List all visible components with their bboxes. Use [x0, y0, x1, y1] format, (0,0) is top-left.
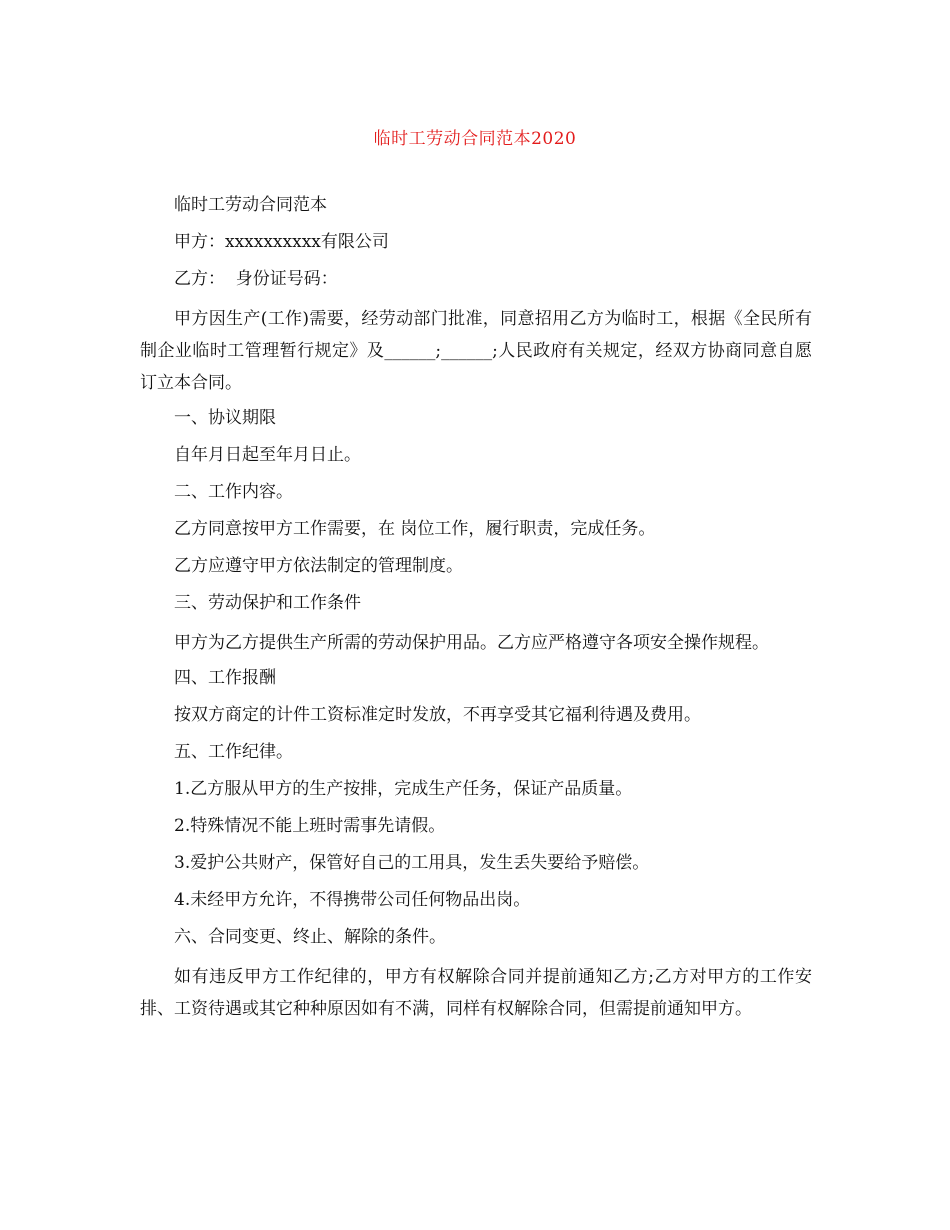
document-title: 临时工劳动合同范本2020	[373, 129, 577, 149]
section-heading-work-content: 二、工作内容。	[174, 482, 293, 502]
protection-paragraph: 甲方为乙方提供生产所需的劳动保护用品。乙方应严格遵守各项安全操作规程。	[174, 633, 769, 653]
term-paragraph: 自年月日起至年月日止。	[174, 445, 361, 465]
termination-paragraph: 如有违反甲方工作纪律的，甲方有权解除合同并提前通知乙方;乙方对甲方的工作安排、工资待遇或其它种种原因如有不满，同样有权解除合同，但需提前通知甲方。	[140, 967, 812, 1019]
party-b-line: 乙方： 身份证号码：	[174, 269, 338, 289]
party-a-line: 甲方：xxxxxxxxxx有限公司	[174, 232, 389, 252]
discipline-item-3: 3.爱护公共财产，保管好自己的工用具，发生丢失要给予赔偿。	[174, 853, 650, 873]
discipline-item-2: 2.特殊情况不能上班时需事先请假。	[174, 816, 446, 836]
discipline-item-4: 4.未经甲方允许，不得携带公司任何物品出岗。	[174, 890, 531, 910]
section-heading-pay: 四、工作报酬	[174, 668, 276, 688]
section-heading-term: 一、协议期限	[174, 408, 276, 428]
section-heading-discipline: 五、工作纪律。	[174, 742, 293, 762]
contract-heading: 临时工劳动合同范本	[174, 195, 327, 215]
discipline-item-1: 1.乙方服从甲方的生产按排，完成生产任务，保证产品质量。	[174, 779, 633, 799]
section-heading-termination: 六、合同变更、终止、解除的条件。	[174, 927, 446, 947]
work-content-paragraph-1: 乙方同意按甲方工作需要，在 岗位工作，履行职责，完成任务。	[174, 519, 656, 539]
work-content-paragraph-2: 乙方应遵守甲方依法制定的管理制度。	[174, 556, 463, 576]
preamble-paragraph: 甲方因生产(工作)需要，经劳动部门批准，同意招用乙方为临时工，根据《全民所有制企业临时工管理暂行规定》及______;______;人民政府有关规定，经双方协商同意自愿订立本合同。	[140, 309, 812, 393]
document-body	[140, 192, 812, 1031]
pay-paragraph: 按双方商定的计件工资标准定时发放，不再享受其它福利待遇及费用。	[174, 705, 701, 725]
section-heading-protection: 三、劳动保护和工作条件	[174, 593, 361, 613]
